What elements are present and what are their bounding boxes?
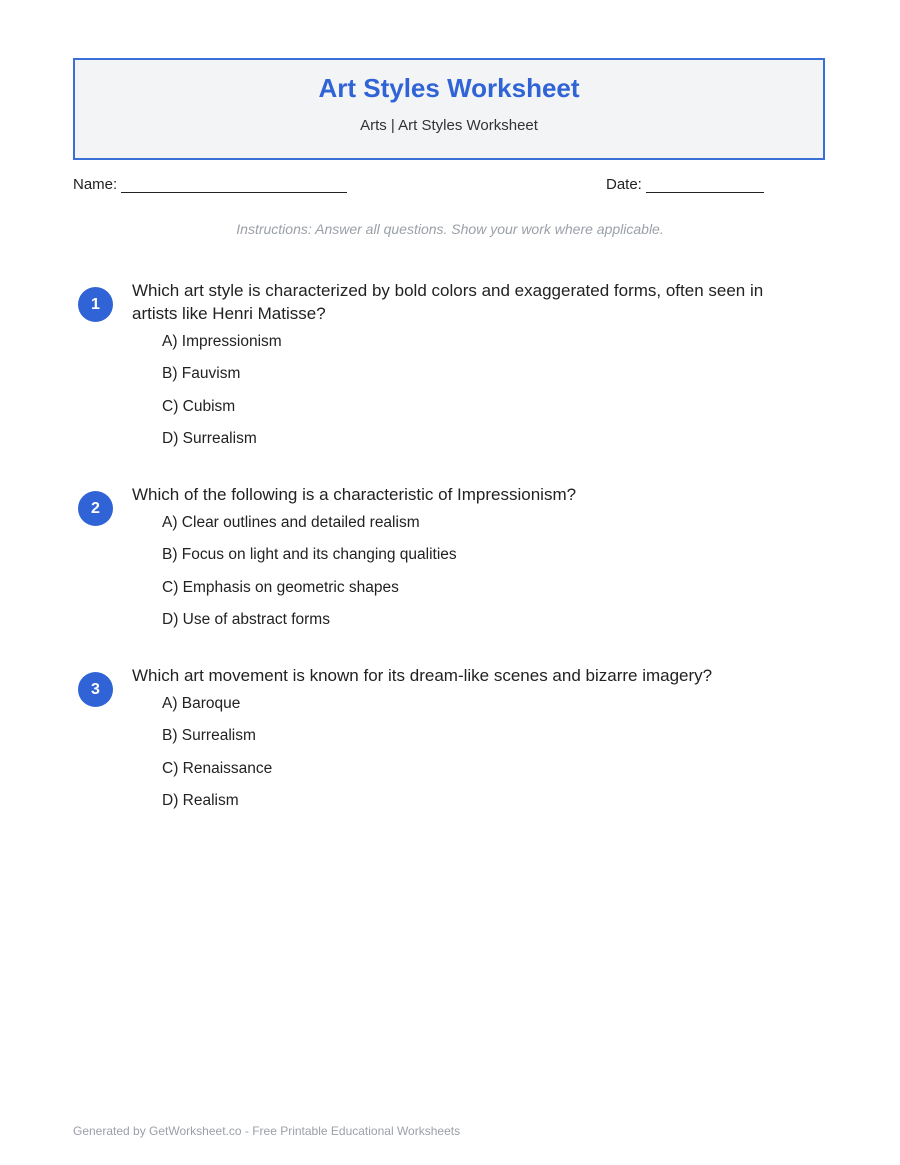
option-list [162, 332, 282, 462]
option-list [162, 513, 457, 643]
option-b[interactable]: B) Focus on light and its changing qualities [162, 546, 457, 564]
option-d[interactable]: D) Realism [162, 792, 239, 810]
name-blank[interactable] [121, 178, 347, 193]
option-a[interactable]: A) Baroque [162, 695, 241, 712]
instructions: Instructions: Answer all questions. Show your work where applicable. [236, 221, 664, 237]
name-label: Name: [73, 176, 118, 193]
question-text: Which art movement is known for its dream-like scenes and bizarre imagery? [132, 666, 713, 685]
question-text: Which art style is characterized by bold colors and exaggerated forms, often seen in artists like Henri Matisse? [132, 281, 764, 323]
option-c[interactable]: C) Emphasis on geometric shapes [162, 578, 399, 596]
worksheet-title: Art Styles Worksheet [318, 73, 580, 103]
option-a[interactable]: A) Clear outlines and detailed realism [162, 514, 420, 531]
option-list [162, 694, 272, 824]
name-field [73, 176, 347, 193]
option-b[interactable]: B) Fauvism [162, 365, 241, 383]
question-number-badge: 2 [78, 491, 113, 526]
option-d[interactable]: D) Surrealism [162, 430, 257, 448]
option-d[interactable]: D) Use of abstract forms [162, 611, 330, 629]
question-number-badge: 3 [78, 672, 113, 707]
option-b[interactable]: B) Surrealism [162, 727, 256, 745]
option-c[interactable]: C) Renaissance [162, 759, 273, 777]
date-field [606, 176, 764, 193]
date-label: Date: [606, 176, 642, 193]
worksheet-subtitle: Arts | Art Styles Worksheet [360, 117, 538, 134]
question-text: Which of the following is a characteristic of Impressionism? [132, 485, 577, 504]
option-c[interactable]: C) Cubism [162, 397, 236, 415]
footer-credit: Generated by GetWorksheet.co - Free Printable Educational Worksheets [73, 1124, 461, 1138]
student-fields [73, 176, 825, 198]
option-a[interactable]: A) Impressionism [162, 333, 282, 350]
worksheet-header [73, 58, 825, 160]
date-blank[interactable] [646, 178, 764, 193]
question-number-badge: 1 [78, 287, 113, 322]
